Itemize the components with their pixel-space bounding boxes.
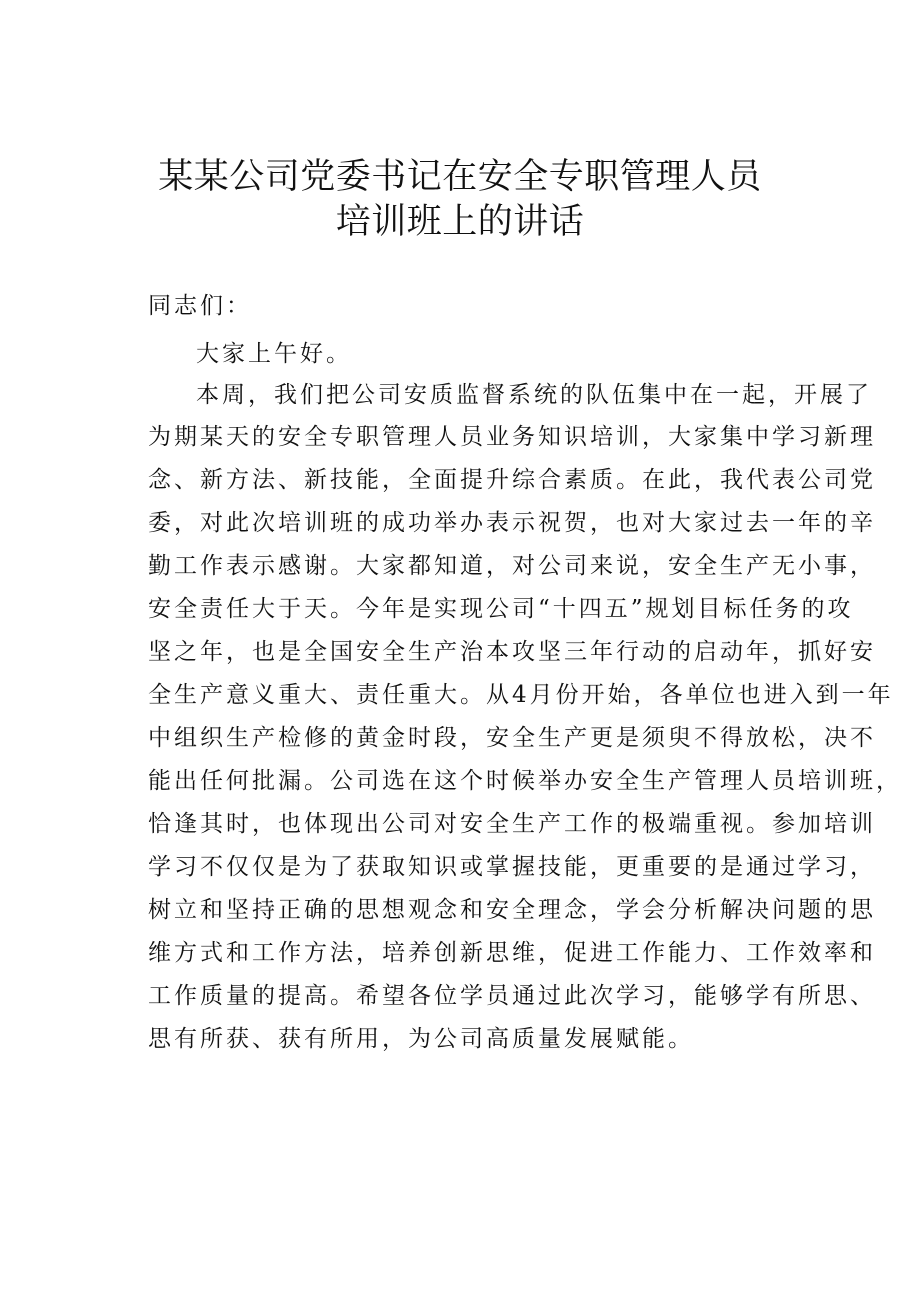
body-line: 坚之年，也是全国安全生产治本攻坚三年行动的启动年，抓好安 — [148, 639, 876, 665]
body-line: 本周，我们把公司安质监督系统的队伍集中在一起，开展了 — [196, 382, 872, 408]
salutation: 同志们： — [148, 293, 252, 319]
document-title-line-1: 某某公司党委书记在安全专职管理人员 — [158, 157, 762, 197]
body-line: 思有所获、获有所用，为公司高质量发展赋能。 — [148, 1026, 694, 1052]
body-line: 安全责任大于天。今年是实现公司“十四五”规划目标任务的攻 — [148, 596, 854, 622]
body-line: 中组织生产检修的黄金时段，安全生产更是须臾不得放松，决不 — [148, 725, 876, 751]
document-title-line-2: 培训班上的讲话 — [335, 202, 585, 242]
body-line: 能出任何批漏。公司选在这个时候举办安全生产管理人员培训班， — [148, 768, 902, 794]
body-line: 勤工作表示感谢。大家都知道，对公司来说，安全生产无小事， — [148, 553, 876, 579]
body-line: 为期某天的安全专职管理人员业务知识培训，大家集中学习新理 — [148, 424, 876, 450]
body-line: 树立和坚持正确的思想观念和安全理念，学会分析解决问题的思 — [148, 897, 876, 923]
body-line: 委，对此次培训班的成功举办表示祝贺，也对大家过去一年的辛 — [148, 510, 876, 536]
body-line: 恰逢其时，也体现出公司对安全生产工作的极端重视。参加培训 — [148, 811, 876, 837]
body-line: 维方式和工作方法，培养创新思维，促进工作能力、工作效率和 — [148, 940, 876, 966]
body-line: 工作质量的提高。希望各位学员通过此次学习，能够学有所思、 — [148, 983, 876, 1009]
body-line: 学习不仅仅是为了获取知识或掌握技能，更重要的是通过学习， — [148, 854, 876, 880]
body-line: 念、新方法、新技能，全面提升综合素质。在此，我代表公司党 — [148, 467, 876, 493]
greeting: 大家上午好。 — [196, 341, 352, 367]
body-line: 全生产意义重大、责任重大。从4月份开始，各单位也进入到一年 — [148, 682, 894, 708]
